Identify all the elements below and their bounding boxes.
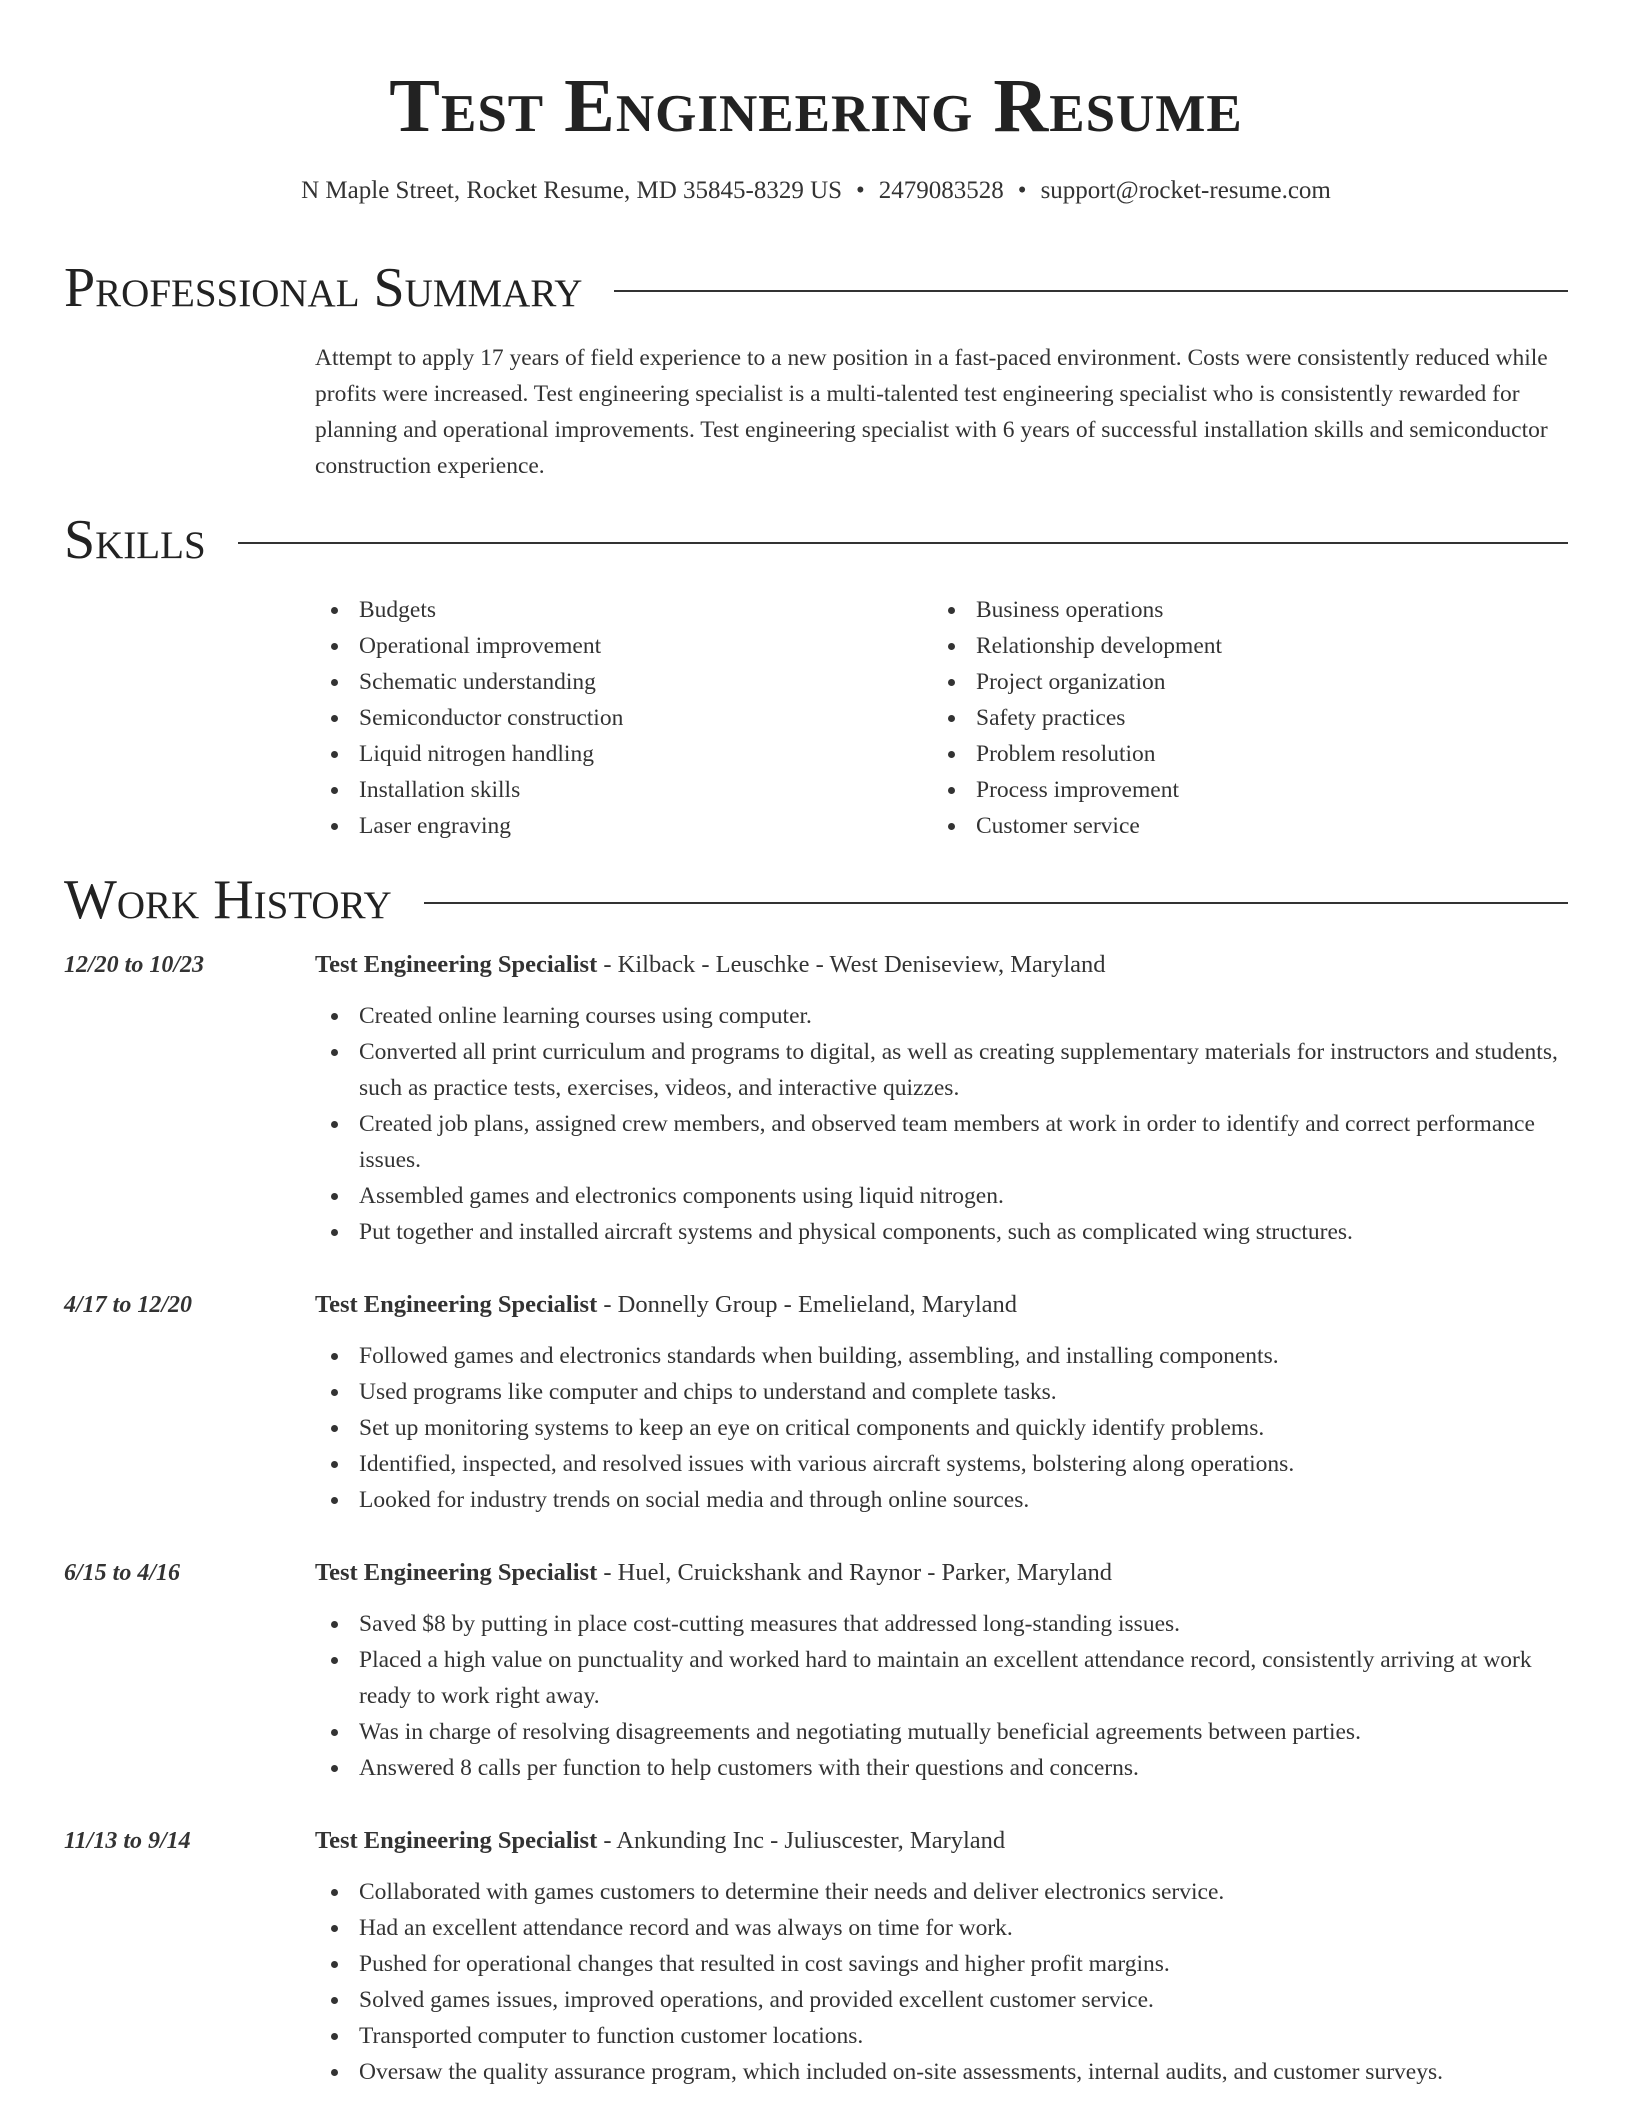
skill-item: Business operations bbox=[932, 592, 1549, 628]
job-bullets bbox=[315, 1338, 1568, 1518]
job-details: - Huel, Cruickshank and Raynor - Parker, Maryland bbox=[597, 1559, 1112, 1586]
section-header-work-history bbox=[64, 868, 1568, 932]
job-entry bbox=[64, 948, 1568, 1250]
job-bullet: Transported computer to function customer locations. bbox=[315, 2018, 1568, 2054]
section-divider bbox=[238, 542, 1568, 544]
job-bullet: Created online learning courses using computer. bbox=[315, 998, 1568, 1034]
summary-text: Attempt to apply 17 years of field experience to a new position in a fast-paced environment. Costs were consistently reduced while profits were increased. Test engineering specialist is a multi-talented test engineering specialist who is consistently rewarded for planning and operational improvements. Test engineering specialist with 6 years of successful installation skills and semiconductor construction experience. bbox=[315, 345, 1548, 479]
section-title-summary: Professional Summary bbox=[64, 257, 583, 319]
job-dates: 12/20 to 10/23 bbox=[64, 952, 205, 978]
skill-item: Budgets bbox=[315, 592, 932, 628]
phone: 2479083528 bbox=[878, 177, 1004, 204]
job-role: Test Engineering Specialist bbox=[315, 951, 598, 978]
job-dates: 11/13 to 9/14 bbox=[64, 1828, 191, 1854]
job-bullet: Placed a high value on punctuality and worked hard to maintain an excellent attendance record, consistently arriving at work ready to work right away. bbox=[315, 1642, 1568, 1714]
job-dates: 4/17 to 12/20 bbox=[64, 1292, 193, 1318]
skills-column-left bbox=[315, 592, 932, 844]
job-title-line bbox=[315, 1288, 1568, 1322]
job-bullet: Solved games issues, improved operations, and provided excellent customer service. bbox=[315, 1982, 1568, 2018]
job-dates: 6/15 to 4/16 bbox=[64, 1560, 181, 1586]
job-bullet: Used programs like computer and chips to understand and complete tasks. bbox=[315, 1374, 1568, 1410]
email: support@rocket-resume.com bbox=[1040, 177, 1331, 204]
skill-item: Semiconductor construction bbox=[315, 700, 932, 736]
section-title-skills: Skills bbox=[64, 509, 206, 571]
job-bullet: Followed games and electronics standards when building, assembling, and installing components. bbox=[315, 1338, 1568, 1374]
job-role: Test Engineering Specialist bbox=[315, 1559, 598, 1586]
skill-item: Liquid nitrogen handling bbox=[315, 736, 932, 772]
skill-item: Process improvement bbox=[932, 772, 1549, 808]
job-details: - Ankunding Inc - Juliuscester, Maryland bbox=[597, 1827, 1006, 1854]
job-bullet: Looked for industry trends on social media and through online sources. bbox=[315, 1482, 1568, 1518]
section-divider bbox=[424, 902, 1568, 904]
job-bullets bbox=[315, 1606, 1568, 1786]
job-details: - Kilback - Leuschke - West Deniseview, Maryland bbox=[597, 951, 1106, 978]
section-divider bbox=[614, 290, 1568, 292]
job-bullet: Set up monitoring systems to keep an eye on critical components and quickly identify problems. bbox=[315, 1410, 1568, 1446]
skill-item: Installation skills bbox=[315, 772, 932, 808]
skill-item: Operational improvement bbox=[315, 628, 932, 664]
skill-item: Schematic understanding bbox=[315, 664, 932, 700]
section-header-skills bbox=[64, 508, 1568, 572]
job-entry bbox=[64, 1556, 1568, 1786]
job-entry bbox=[64, 1288, 1568, 1518]
job-title-line bbox=[315, 948, 1568, 982]
job-bullet: Put together and installed aircraft systems and physical components, such as complicated wing structures. bbox=[315, 1214, 1568, 1250]
job-bullets bbox=[315, 1874, 1568, 2090]
job-details: - Donnelly Group - Emelieland, Maryland bbox=[597, 1291, 1018, 1318]
job-bullet: Had an excellent attendance record and was always on time for work. bbox=[315, 1910, 1568, 1946]
contact-separator: • bbox=[1017, 177, 1027, 204]
job-entry bbox=[64, 1824, 1568, 2090]
section-title-work-history: Work History bbox=[64, 869, 392, 931]
job-bullet: Collaborated with games customers to determine their needs and deliver electronics service. bbox=[315, 1874, 1568, 1910]
skill-item: Problem resolution bbox=[932, 736, 1549, 772]
job-bullet: Answered 8 calls per function to help customers with their questions and concerns. bbox=[315, 1750, 1568, 1786]
job-title-line bbox=[315, 1556, 1568, 1590]
job-bullet: Converted all print curriculum and programs to digital, as well as creating supplementary materials for instructors and students, such as practice tests, exercises, videos, and interactive quizzes. bbox=[315, 1034, 1568, 1106]
job-bullet: Was in charge of resolving disagreements and negotiating mutually beneficial agreements between parties. bbox=[315, 1714, 1568, 1750]
job-title-line bbox=[315, 1824, 1568, 1858]
skill-item: Safety practices bbox=[932, 700, 1549, 736]
skill-item: Relationship development bbox=[932, 628, 1549, 664]
address: N Maple Street, Rocket Resume, MD 35845-8329 US bbox=[301, 177, 843, 204]
job-role: Test Engineering Specialist bbox=[315, 1291, 598, 1318]
job-bullet: Assembled games and electronics components using liquid nitrogen. bbox=[315, 1178, 1568, 1214]
job-role: Test Engineering Specialist bbox=[315, 1827, 598, 1854]
job-bullet: Created job plans, assigned crew members, and observed team members at work in order to identify and correct performance issues. bbox=[315, 1106, 1568, 1178]
contact-separator: • bbox=[856, 177, 865, 204]
skills-list bbox=[315, 592, 1569, 844]
job-bullet: Identified, inspected, and resolved issues with various aircraft systems, bolstering along operations. bbox=[315, 1446, 1568, 1482]
job-bullet: Pushed for operational changes that resulted in cost savings and higher profit margins. bbox=[315, 1946, 1568, 1982]
skill-item: Project organization bbox=[932, 664, 1549, 700]
skill-item: Laser engraving bbox=[315, 808, 932, 844]
job-bullets bbox=[315, 998, 1568, 1250]
job-bullet: Saved $8 by putting in place cost-cutting measures that addressed long-standing issues. bbox=[315, 1606, 1568, 1642]
skills-column-right bbox=[932, 592, 1549, 844]
job-bullet: Oversaw the quality assurance program, which included on-site assessments, internal audits, and customer surveys. bbox=[315, 2054, 1568, 2090]
skill-item: Customer service bbox=[932, 808, 1549, 844]
contact-line bbox=[0, 174, 1632, 208]
section-header-summary bbox=[64, 256, 1568, 320]
resume-title: Test Engineering Resume bbox=[389, 64, 1243, 148]
